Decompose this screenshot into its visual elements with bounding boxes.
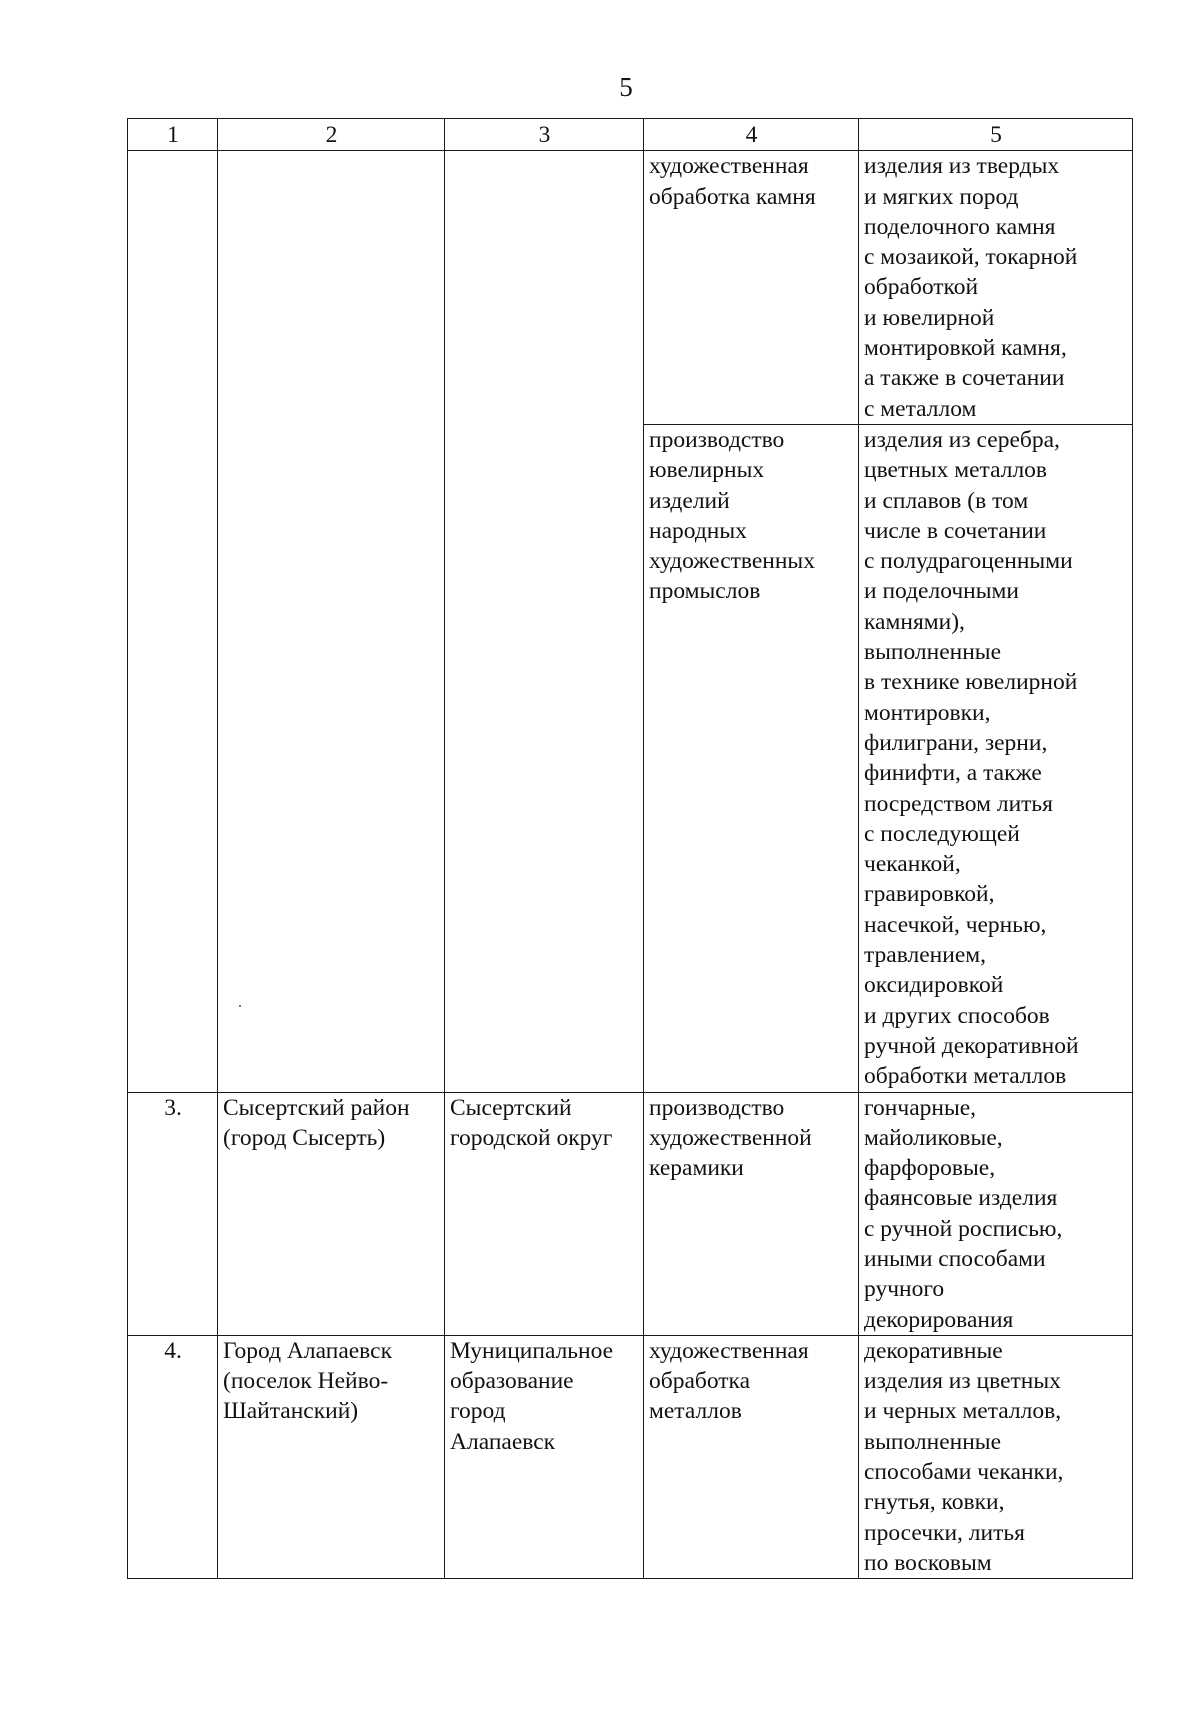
table-cell-empty — [445, 151, 644, 1092]
table-row — [128, 1335, 1133, 1578]
crafts-table — [127, 118, 1133, 1579]
table-row — [128, 151, 1133, 425]
row-number-cell: 4. — [128, 1335, 218, 1578]
column-header: 5 — [859, 119, 1133, 151]
page-number: 5 — [619, 72, 633, 102]
scan-speck — [239, 1005, 241, 1007]
municipality-cell: Сысертский городской округ — [445, 1092, 644, 1335]
table-header-row — [128, 119, 1133, 151]
place-cell: Сысертский район (город Сысерть) — [218, 1092, 445, 1335]
products-cell: изделия из твердых и мягких пород поделочного камня с мозаикой, токарной обработкой и ювелирной монтировкой камня, а также в сочетании с металлом — [859, 151, 1133, 425]
products-cell: гончарные, майоликовые, фарфоровые, фаянсовые изделия с ручной росписью, иными способами ручного декорирования — [859, 1092, 1133, 1335]
craft-cell: производство художественной керамики — [644, 1092, 859, 1335]
craft-cell: художественная обработка металлов — [644, 1335, 859, 1578]
table-cell-empty — [218, 151, 445, 1092]
products-cell: изделия из серебра, цветных металлов и сплавов (в том числе в сочетании с полудрагоценными и поделочными камнями), выполненные в технике ювелирной монтировки, филиграни, зерни, финифти, а также посредством литья с последующей чеканкой, гравировкой, насечкой, чернью, травлением, оксидировкой и других способов ручной декоративной обработки металлов — [859, 424, 1133, 1092]
column-header: 4 — [644, 119, 859, 151]
row-number-cell: 3. — [128, 1092, 218, 1335]
craft-cell: производство ювелирных изделий народных художественных промыслов — [644, 424, 859, 1092]
municipality-cell: Муниципальное образование город Алапаевск — [445, 1335, 644, 1578]
products-cell: декоративные изделия из цветных и черных металлов, выполненные способами чеканки, гнутья, ковки, просечки, литья по восковым — [859, 1335, 1133, 1578]
column-header: 3 — [445, 119, 644, 151]
table-cell-empty — [128, 151, 218, 1092]
place-cell: Город Алапаевск (поселок Нейво- Шайтанский) — [218, 1335, 445, 1578]
column-header: 1 — [128, 119, 218, 151]
craft-cell: художественная обработка камня — [644, 151, 859, 425]
table-row — [128, 1092, 1133, 1335]
column-header: 2 — [218, 119, 445, 151]
